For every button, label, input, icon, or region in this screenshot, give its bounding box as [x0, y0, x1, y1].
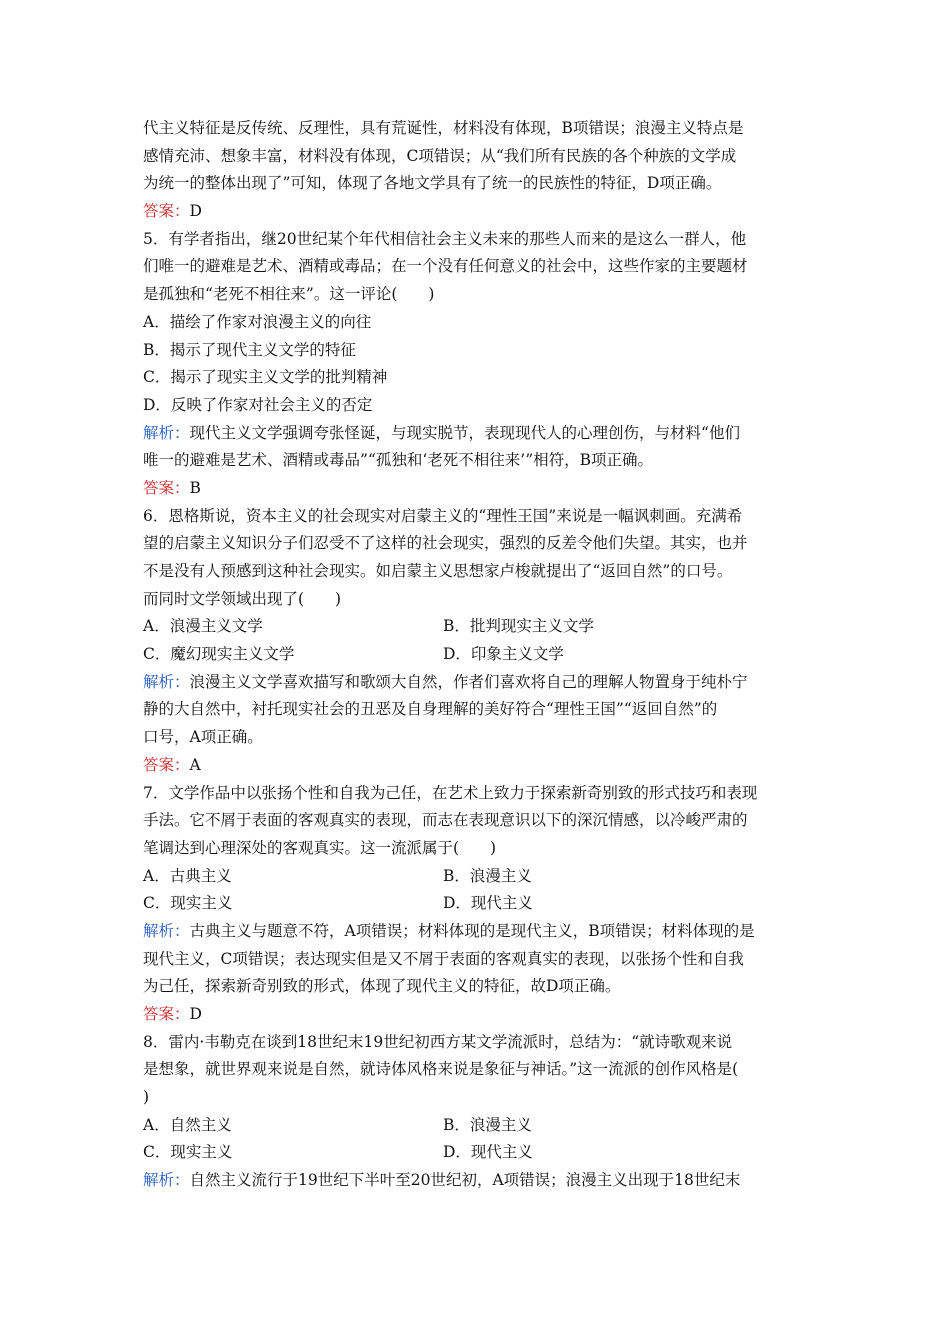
option-c: C．魔幻现实主义文学	[143, 645, 295, 664]
explanation-line	[143, 918, 808, 946]
answer-line	[143, 475, 808, 503]
explanation-text: 古典主义与题意不符，A项错误；材料体现的是现代主义，B项错误；材料体现的是	[189, 921, 755, 940]
document-page	[143, 115, 808, 1195]
intro-block	[143, 115, 808, 226]
answer-value: D	[189, 202, 202, 221]
question-stem: 不是没有人预感到这种社会现实。如启蒙主义思想家卢梭就提出了“返回自然”的口号。	[143, 562, 733, 580]
intro-line: 代主义特征是反传统、反理性，具有荒诞性，材料没有体现，B项错误；浪漫主义特点是	[143, 119, 744, 137]
explanation-text: 现代主义文学强调夸张怪诞，与现实脱节，表现现代人的心理创伤，与材料“他们	[189, 423, 740, 442]
answer-label: 答案：	[143, 1005, 190, 1023]
explanation-text: 浪漫主义文学喜欢描写和歌颂大自然，作者们喜欢将自己的理解人物置身于纯朴宁	[189, 672, 748, 691]
explanation-line	[143, 669, 808, 697]
question-stem: 7．文学作品中以张扬个性和自我为己任，在艺术上致力于探索新奇别致的形式技巧和表现	[143, 783, 758, 802]
option-c: C．现实主义	[143, 894, 233, 913]
question-stem: )	[143, 1088, 150, 1107]
option-d: D．反映了作家对社会主义的否定	[143, 395, 373, 414]
question-stem: 是想象，就世界观来说是自然，就诗体风格来说是象征与神话。”这一流派的创作风格是(	[143, 1060, 739, 1079]
option-d: D．印象主义文学	[443, 645, 564, 664]
option-b: B．揭示了现代主义文学的特征	[143, 340, 356, 359]
question-8	[143, 1029, 808, 1195]
explanation-line: 唯一的避难是艺术、酒精或毒品”“孤独和‘老死不相往来’”相符，B项正确。	[143, 451, 654, 470]
answer-line	[143, 198, 808, 226]
explanation-line	[143, 420, 808, 448]
question-stem: 手法。它不屑于表面的客观真实的表现，而志在表现意识以下的深沉情感，以冷峻严肃的	[143, 811, 748, 830]
intro-line: 感情充沛、想象丰富，材料没有体现，C项错误；从“我们所有民族的各个种族的文学成	[143, 146, 737, 165]
option-d: D．现代主义	[443, 894, 533, 913]
question-stem: 望的启蒙主义知识分子们忍受不了这样的社会现实，强烈的反差令他们失望。其实，也并	[143, 534, 748, 553]
answer-value: A	[189, 755, 201, 774]
answer-value: B	[189, 478, 201, 497]
question-stem: 们唯一的避难是艺术、酒精或毒品；在一个没有任何意义的社会中，这些作家的主要题材	[143, 257, 748, 276]
option-b: B．浪漫主义	[443, 1115, 532, 1134]
question-stem: 5．有学者指出，继20世纪某个年代相信社会主义未来的那些人而来的是这么一群人，他	[143, 229, 747, 248]
options-row	[143, 613, 808, 641]
option-b: B．批判现实主义文学	[443, 617, 594, 636]
question-stem: 笔调达到心理深处的客观真实。这一流派属于( )	[143, 838, 497, 857]
answer-label: 答案：	[143, 755, 190, 774]
option-a: A．自然主义	[143, 1115, 232, 1134]
options-row	[143, 1112, 808, 1140]
question-7	[143, 780, 808, 1029]
option-a: A．浪漫主义文学	[143, 617, 263, 636]
explanation-line: 口号，A项正确。	[143, 728, 263, 747]
explanation-label: 解析：	[143, 1171, 190, 1190]
explanation-label: 解析：	[143, 423, 190, 442]
explanation-text: 自然主义流行于19世纪下半叶至20世纪初，A项错误；浪漫主义出现于18世纪末	[189, 1171, 741, 1190]
option-c: C．揭示了现实主义文学的批判精神	[143, 368, 388, 387]
answer-label: 答案：	[143, 478, 190, 497]
question-6	[143, 503, 808, 780]
option-a: A．古典主义	[143, 866, 232, 885]
option-a: A．描绘了作家对浪漫主义的向往	[143, 312, 372, 331]
question-stem: 而同时文学领域出现了( )	[143, 589, 342, 608]
question-stem: 8．雷内·韦勒克在谈到18世纪末19世纪初西方某文学流派时，总结为：“就诗歌观来说	[143, 1032, 733, 1051]
question-5	[143, 226, 808, 503]
options-row	[143, 863, 808, 891]
answer-line	[143, 752, 808, 780]
option-b: B．浪漫主义	[443, 866, 532, 885]
explanation-label: 解析：	[143, 672, 190, 691]
answer-line	[143, 1001, 808, 1029]
explanation-line	[143, 1167, 808, 1195]
option-d: D．现代主义	[443, 1143, 533, 1162]
explanation-label: 解析：	[143, 921, 190, 940]
options-row	[143, 1139, 808, 1167]
explanation-line: 现代主义，C项错误；表达现实但是又不屑于表面的客观真实的表现，以张扬个性和自我	[143, 949, 744, 968]
question-stem: 是孤独和“老死不相往来”。这一评论( )	[143, 285, 435, 304]
answer-label: 答案：	[143, 202, 190, 221]
options-row	[143, 641, 808, 669]
question-stem: 6．恩格斯说，资本主义的社会现实对启蒙主义的“理性王国”来说是一幅讽刺画。充满希	[143, 506, 743, 525]
intro-line: 为统一的整体出现了”可知，体现了各地文学具有了统一的民族性的特征，D项正确。	[143, 174, 722, 193]
option-c: C．现实主义	[143, 1143, 233, 1162]
explanation-line: 静的大自然中，衬托现实社会的丑恶及自身理解的美好符合“理性王国”“返回自然”的	[143, 700, 718, 719]
options-row	[143, 890, 808, 918]
answer-value: D	[189, 1005, 202, 1023]
explanation-line: 为己任，探索新奇别致的形式，体现了现代主义的特征，故D项正确。	[143, 977, 621, 996]
